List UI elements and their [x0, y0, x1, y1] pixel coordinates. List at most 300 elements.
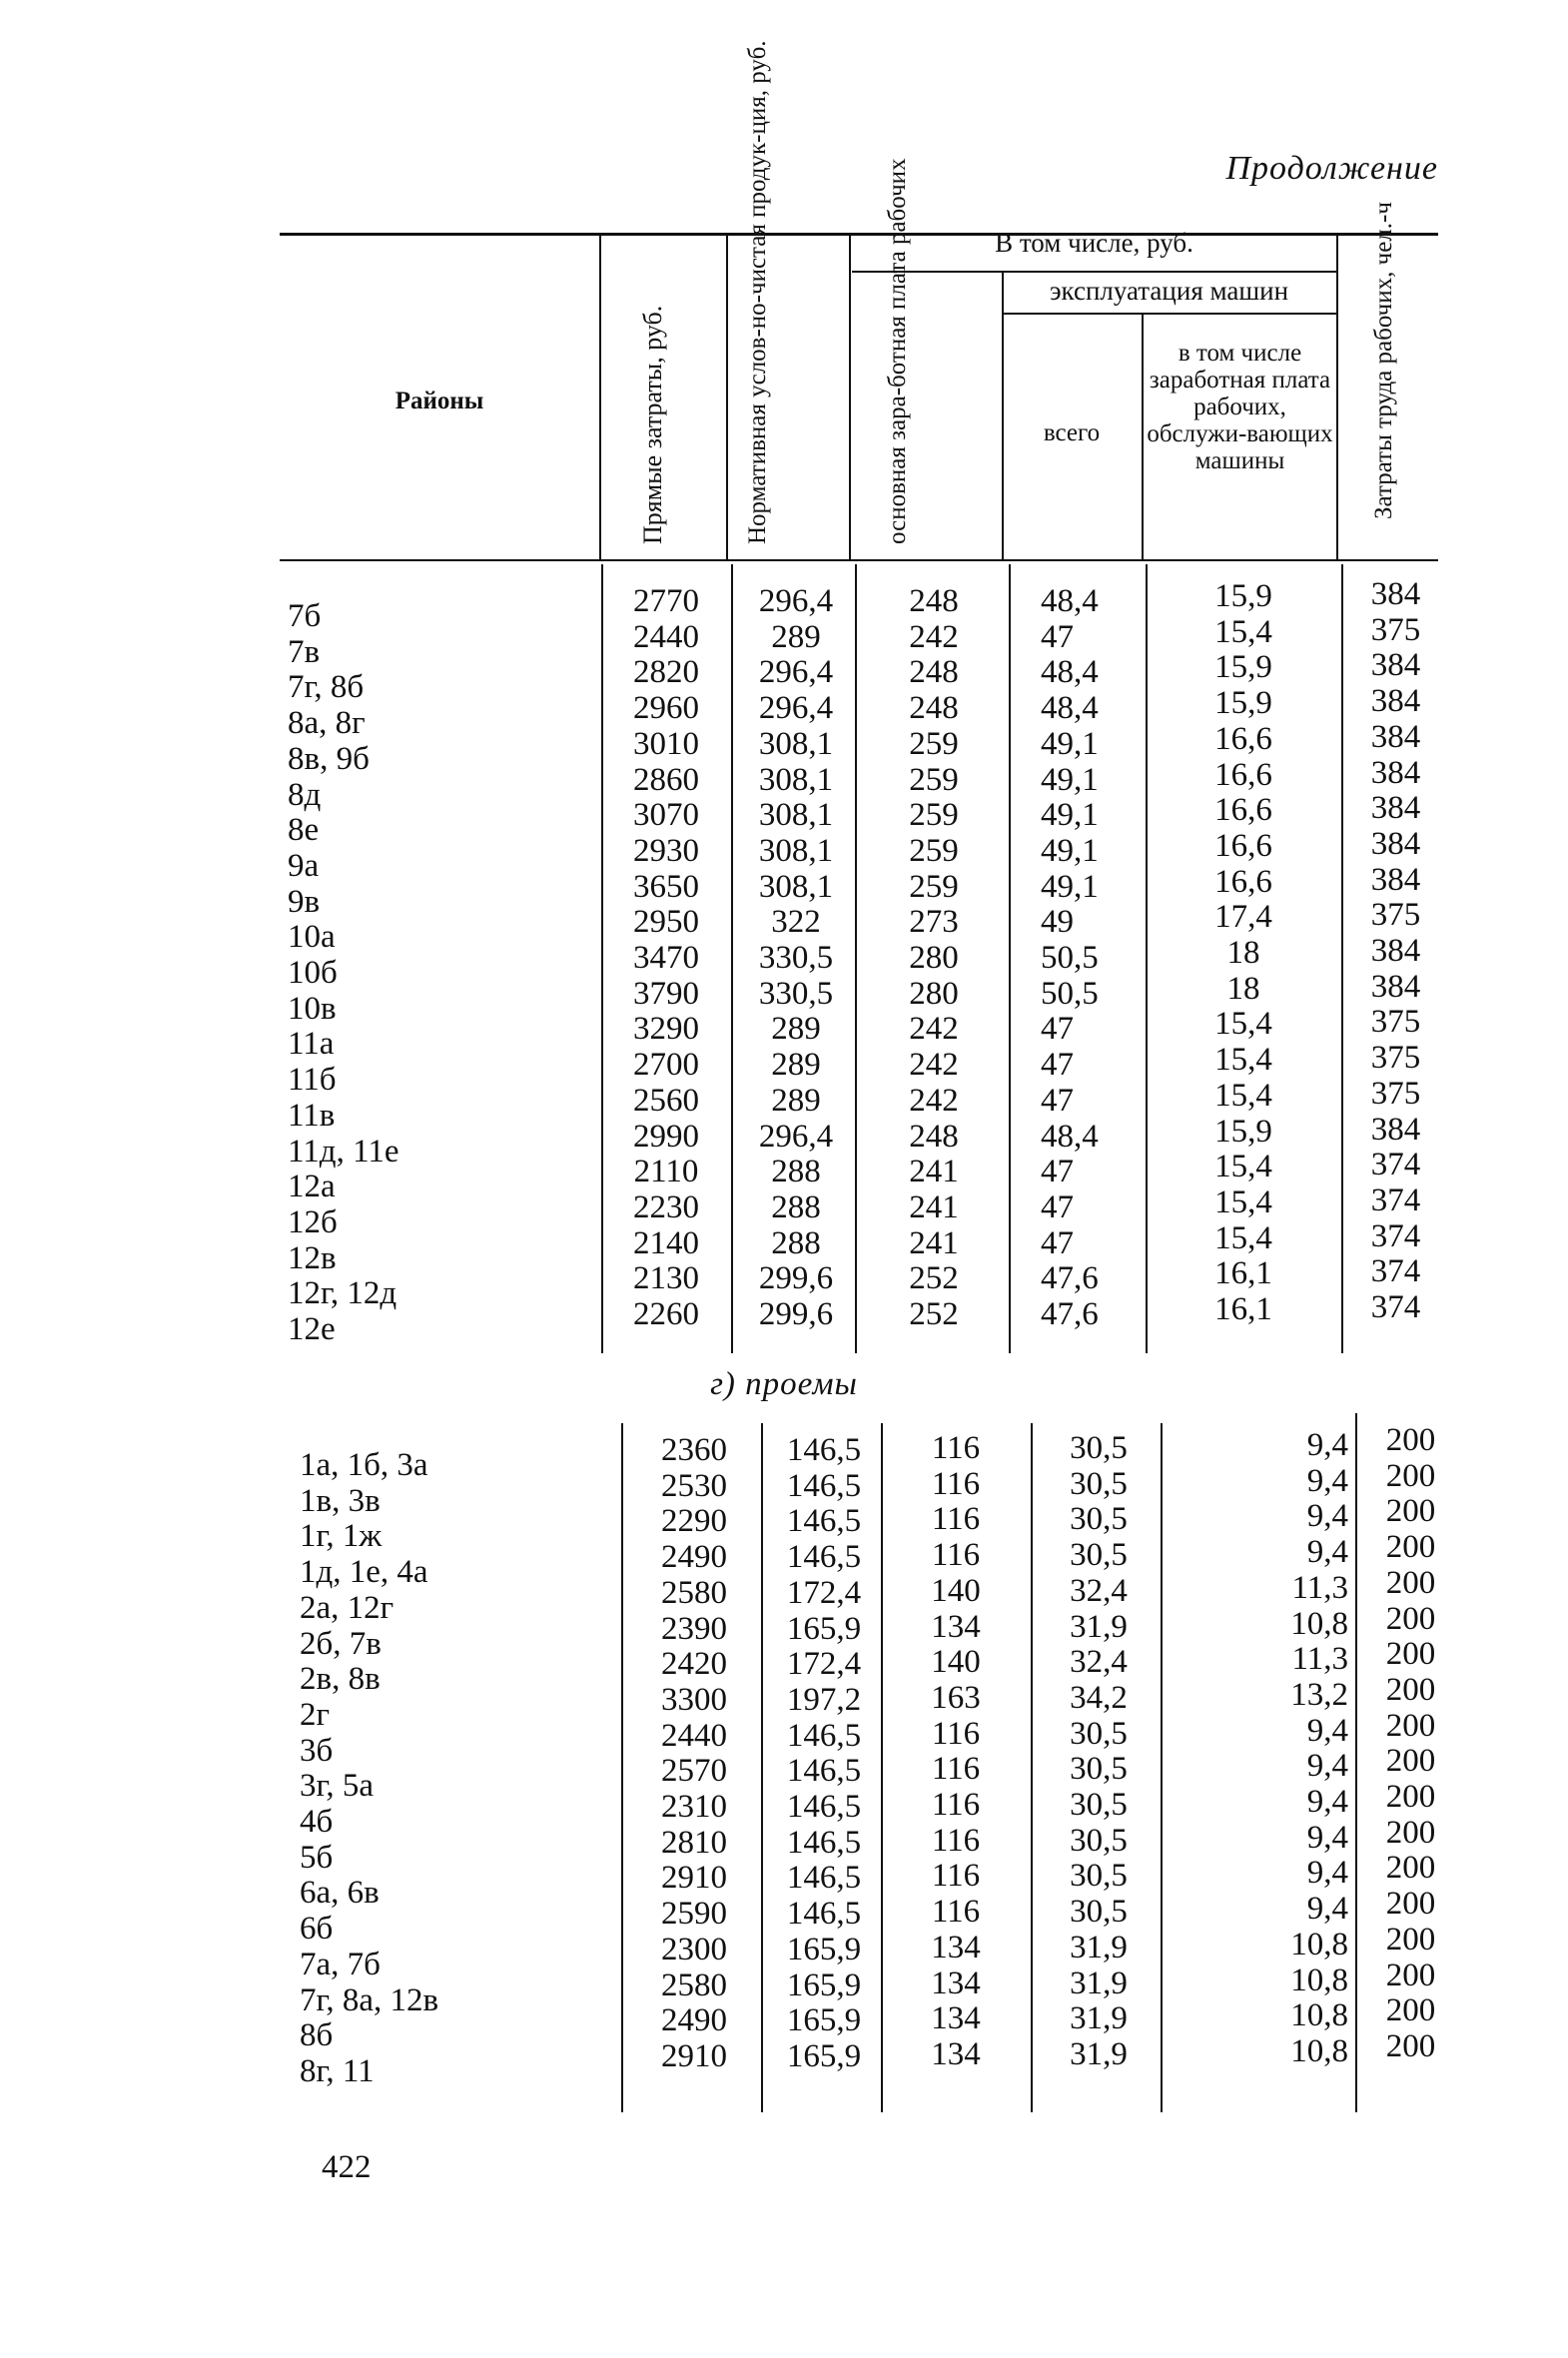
direct-costs-cell: 2300	[661, 1931, 727, 1967]
machine-total-cell: 30,5	[1070, 1858, 1128, 1895]
labor-cell: 384	[1370, 861, 1421, 898]
machine-total-cell: 34,2	[1070, 1679, 1128, 1716]
body-vline	[855, 564, 857, 1353]
base-wage-cell: 134	[931, 1608, 981, 1645]
body-vline	[1031, 1423, 1033, 2112]
normative-cell: 322	[771, 904, 821, 941]
labor-cell: 374	[1370, 1289, 1421, 1326]
normative-cell: 288	[771, 1154, 821, 1190]
labor-cell: 374	[1370, 1253, 1421, 1290]
base-wage-cell: 259	[909, 761, 959, 798]
direct-costs-cell: 3290	[633, 1011, 699, 1048]
base-wage-cell: 134	[931, 2035, 981, 2072]
machine-total-cell: 47,6	[1041, 1260, 1099, 1297]
base-wage-cell: 248	[909, 1118, 959, 1155]
machine-wage-cell: 10,8	[1290, 1926, 1348, 1963]
labor-cell: 200	[1385, 1779, 1436, 1816]
normative-cell: 165,9	[786, 2037, 862, 2074]
rayon-cell: 12б	[288, 1203, 338, 1240]
direct-costs-cell: 2420	[661, 1646, 727, 1683]
normative-cell: 146,5	[786, 1467, 862, 1504]
direct-costs-cell: 2310	[661, 1789, 727, 1826]
machine-wage-cell: 15,4	[1214, 1149, 1272, 1185]
rayon-cell: 7в	[288, 633, 321, 670]
direct-costs-cell: 2700	[633, 1047, 699, 1084]
direct-costs-cell: 3010	[633, 725, 699, 762]
normative-cell: 146,5	[786, 1860, 862, 1897]
base-wage-cell: 242	[909, 1047, 959, 1084]
including-rule	[852, 271, 1336, 273]
machine-total-cell: 31,9	[1070, 1929, 1128, 1965]
base-wage-cell: 273	[909, 904, 959, 941]
labor-cell: 200	[1385, 1457, 1436, 1494]
base-wage-cell: 116	[931, 1751, 981, 1788]
rayon-cell: 11д, 11е	[288, 1133, 399, 1170]
section2-base-wage-column	[891, 1431, 1021, 2073]
labor-cell: 200	[1385, 1529, 1436, 1566]
header-bottom-rule	[280, 559, 1438, 561]
base-wage-cell: 116	[931, 1715, 981, 1752]
normative-cell: 289	[771, 1047, 821, 1084]
machine-wage-cell: 15,9	[1214, 1113, 1272, 1150]
direct-costs-cell: 2580	[661, 1966, 727, 2003]
normative-cell: 146,5	[786, 1789, 862, 1826]
normative-cell: 308,1	[758, 761, 834, 798]
body-vline	[731, 564, 733, 1353]
machine-total-cell: 47	[1041, 1011, 1074, 1048]
direct-costs-cell: 2990	[633, 1118, 699, 1155]
direct-costs-cell: 2230	[633, 1188, 699, 1225]
labor-cell: 200	[1385, 1707, 1436, 1744]
base-wage-cell: 252	[909, 1296, 959, 1333]
machine-total-cell: 30,5	[1070, 1501, 1128, 1538]
labor-cell: 384	[1370, 718, 1421, 755]
base-wage-cell: 241	[909, 1224, 959, 1261]
labor-cell: 200	[1385, 1493, 1436, 1530]
direct-costs-cell: 3470	[633, 940, 699, 977]
machine-wage-cell: 15,9	[1214, 578, 1272, 614]
machine-wage-cell: 10,8	[1290, 1997, 1348, 2034]
labor-cell: 375	[1370, 897, 1421, 934]
base-wage-cell: 241	[909, 1188, 959, 1225]
section2-title: г) проемы	[710, 1366, 858, 1402]
machine-total-cell: 47	[1041, 1047, 1074, 1084]
labor-cell: 384	[1370, 825, 1421, 862]
base-wage-cell: 242	[909, 1011, 959, 1048]
labor-cell: 375	[1370, 1004, 1421, 1041]
header-labor-text: Затраты труда рабочих, чел.-ч	[1370, 202, 1397, 519]
machine-total-cell: 49,1	[1041, 868, 1099, 905]
base-wage-cell: 241	[909, 1154, 959, 1190]
machine-total-cell: 48,4	[1041, 690, 1099, 727]
header-base-wage-text: основная зара-ботная плата рабочих	[884, 158, 911, 544]
direct-costs-cell: 2490	[661, 2002, 727, 2039]
machine-total-cell: 47	[1041, 1188, 1074, 1225]
labor-cell: 384	[1370, 790, 1421, 827]
machine-wage-cell: 11,3	[1291, 1569, 1348, 1606]
rayon-cell: 5б	[300, 1839, 334, 1876]
machine-ops-rule	[1002, 313, 1336, 315]
header-vline	[849, 236, 851, 559]
rayon-cell: 1г, 1ж	[300, 1518, 383, 1555]
rayon-cell: 7г, 8а, 12в	[300, 1981, 439, 2018]
direct-costs-cell: 3070	[633, 797, 699, 834]
machine-total-cell: 30,5	[1070, 1465, 1128, 1502]
rayon-cell: 8д	[288, 776, 322, 813]
base-wage-cell: 259	[909, 868, 959, 905]
machine-wage-cell: 16,1	[1214, 1291, 1272, 1328]
direct-costs-cell: 2360	[661, 1432, 727, 1468]
machine-wage-cell: 16,6	[1214, 863, 1272, 900]
section1-machine-wage-column	[1159, 579, 1328, 1328]
machine-wage-cell: 9,4	[1306, 1712, 1348, 1749]
machine-wage-cell: 15,4	[1214, 1219, 1272, 1256]
normative-cell: 165,9	[786, 1610, 862, 1647]
body-vline	[881, 1423, 883, 2112]
continuation-label: Продолжение	[1225, 150, 1438, 187]
body-vline	[1341, 564, 1343, 1353]
rayon-cell: 10б	[288, 955, 338, 992]
base-wage-cell: 116	[931, 1822, 981, 1859]
labor-cell: 374	[1370, 1217, 1421, 1254]
machine-total-cell: 47	[1041, 1154, 1074, 1190]
machine-wage-cell: 10,8	[1290, 2032, 1348, 2069]
body-vline	[601, 564, 603, 1353]
direct-costs-cell: 2910	[661, 2037, 727, 2074]
normative-cell: 172,4	[786, 1574, 862, 1611]
machine-total-cell: 49	[1041, 904, 1074, 941]
rayon-cell: 7б	[288, 598, 322, 634]
rayon-cell: 11б	[288, 1062, 337, 1099]
header-vline	[726, 236, 728, 559]
rayon-cell: 8е	[288, 812, 320, 849]
page-number: 422	[322, 2149, 372, 2185]
direct-costs-cell: 2950	[633, 904, 699, 941]
header-normative-text: Нормативная услов-но-чистая продук-ция, руб.	[744, 40, 771, 544]
labor-cell: 200	[1385, 1600, 1436, 1637]
normative-cell: 146,5	[786, 1896, 862, 1933]
normative-cell: 146,5	[786, 1717, 862, 1754]
machine-total-cell: 31,9	[1070, 2035, 1128, 2072]
header-vline	[1336, 236, 1338, 559]
section1-machine-total-column	[1017, 584, 1161, 1333]
direct-costs-cell: 2260	[633, 1296, 699, 1333]
normative-cell: 146,5	[786, 1824, 862, 1861]
rayon-cell: 2б, 7в	[300, 1625, 382, 1662]
base-wage-cell: 280	[909, 940, 959, 977]
base-wage-cell: 252	[909, 1260, 959, 1297]
normative-cell: 172,4	[786, 1646, 862, 1683]
machine-total-cell: 49,1	[1041, 832, 1099, 869]
header-total: всего	[1043, 419, 1101, 446]
rayon-cell: 3б	[300, 1732, 334, 1769]
rayon-cell: 12а	[288, 1169, 336, 1205]
section2-machine-total-column	[1039, 1431, 1159, 2073]
normative-cell: 296,4	[758, 583, 834, 619]
base-wage-cell: 116	[931, 1894, 981, 1931]
machine-total-cell: 30,5	[1070, 1894, 1128, 1931]
direct-costs-cell: 2810	[661, 1824, 727, 1861]
machine-wage-cell: 18	[1226, 970, 1260, 1007]
machine-total-cell: 30,5	[1070, 1787, 1128, 1824]
header-normative	[744, 40, 771, 544]
machine-wage-cell: 15,4	[1214, 1183, 1272, 1220]
base-wage-cell: 248	[909, 690, 959, 727]
body-vline	[1009, 564, 1011, 1353]
section2-direct-costs-column	[639, 1433, 749, 2075]
rayon-cell: 3г, 5а	[300, 1768, 374, 1805]
section2-labor-column	[1363, 1423, 1458, 2065]
section1-rayony-column	[288, 599, 399, 1348]
normative-cell: 288	[771, 1224, 821, 1261]
header-base-wage	[884, 158, 911, 544]
rayon-cell: 12в	[288, 1239, 337, 1276]
rayon-cell: 1а, 1б, 3а	[300, 1447, 428, 1483]
direct-costs-cell: 2530	[661, 1467, 727, 1504]
rayon-cell: 7г, 8б	[288, 669, 365, 706]
rayon-cell: 1в, 3в	[300, 1482, 381, 1519]
machine-total-cell: 47,6	[1041, 1296, 1099, 1333]
machine-wage-cell: 15,9	[1214, 649, 1272, 686]
normative-cell: 299,6	[758, 1260, 834, 1297]
normative-cell: 288	[771, 1188, 821, 1225]
rayon-cell: 10в	[288, 990, 337, 1027]
labor-cell: 384	[1370, 683, 1421, 720]
machine-wage-cell: 9,4	[1306, 1498, 1348, 1535]
machine-total-cell: 47	[1041, 618, 1074, 655]
normative-cell: 165,9	[786, 2002, 862, 2039]
machine-total-cell: 30,5	[1070, 1430, 1128, 1466]
direct-costs-cell: 2440	[633, 618, 699, 655]
header-labor	[1370, 202, 1397, 519]
labor-cell: 200	[1385, 1886, 1436, 1923]
normative-cell: 330,5	[758, 975, 834, 1012]
header-vline	[599, 236, 601, 559]
machine-total-cell: 47	[1041, 1082, 1074, 1119]
machine-wage-cell: 16,6	[1214, 827, 1272, 864]
body-vline	[761, 1423, 763, 2112]
labor-cell: 200	[1385, 1992, 1436, 2029]
labor-cell: 200	[1385, 1743, 1436, 1780]
base-wage-cell: 248	[909, 583, 959, 619]
direct-costs-cell: 2130	[633, 1260, 699, 1297]
rayon-cell: 8в, 9б	[288, 740, 370, 777]
base-wage-cell: 116	[931, 1430, 981, 1466]
base-wage-cell: 134	[931, 1965, 981, 2001]
labor-cell: 200	[1385, 1636, 1436, 1673]
base-wage-cell: 116	[931, 1787, 981, 1824]
rayon-cell: 11в	[288, 1097, 336, 1134]
labor-cell: 374	[1370, 1181, 1421, 1218]
normative-cell: 296,4	[758, 654, 834, 691]
header-vline	[1002, 273, 1004, 559]
machine-wage-cell: 15,4	[1214, 613, 1272, 650]
direct-costs-cell: 2440	[661, 1717, 727, 1754]
machine-wage-cell: 9,4	[1306, 1784, 1348, 1821]
normative-cell: 308,1	[758, 797, 834, 834]
direct-costs-cell: 2490	[661, 1539, 727, 1576]
labor-cell: 200	[1385, 2027, 1436, 2064]
normative-cell: 146,5	[786, 1539, 862, 1576]
base-wage-cell: 248	[909, 654, 959, 691]
machine-total-cell: 47	[1041, 1224, 1074, 1261]
direct-costs-cell: 2390	[661, 1610, 727, 1647]
direct-costs-cell: 2960	[633, 690, 699, 727]
labor-cell: 200	[1385, 1564, 1436, 1601]
direct-costs-cell: 2140	[633, 1224, 699, 1261]
machine-total-cell: 30,5	[1070, 1751, 1128, 1788]
rayon-cell: 4б	[300, 1804, 334, 1841]
machine-total-cell: 32,4	[1070, 1572, 1128, 1609]
direct-costs-cell: 2560	[633, 1082, 699, 1119]
machine-total-cell: 48,4	[1041, 654, 1099, 691]
labor-cell: 200	[1385, 1671, 1436, 1708]
base-wage-cell: 242	[909, 1082, 959, 1119]
machine-wage-cell: 16,6	[1214, 756, 1272, 793]
base-wage-cell: 242	[909, 618, 959, 655]
normative-cell: 289	[771, 1011, 821, 1048]
machine-wage-cell: 9,4	[1306, 1534, 1348, 1571]
machine-wage-cell: 10,8	[1290, 1962, 1348, 1998]
direct-costs-cell: 2590	[661, 1896, 727, 1933]
base-wage-cell: 116	[931, 1501, 981, 1538]
normative-cell: 146,5	[786, 1432, 862, 1468]
rayon-cell: 8г, 11	[300, 2052, 375, 2089]
direct-costs-cell: 2770	[633, 583, 699, 619]
base-wage-cell: 259	[909, 725, 959, 762]
machine-wage-cell: 16,6	[1214, 792, 1272, 829]
direct-costs-cell: 3300	[661, 1681, 727, 1718]
labor-cell: 200	[1385, 1422, 1436, 1458]
rayon-cell: 2а, 12г	[300, 1589, 394, 1626]
direct-costs-cell: 2910	[661, 1860, 727, 1897]
rayon-cell: 2г	[300, 1696, 331, 1733]
machine-wage-cell: 15,4	[1214, 1077, 1272, 1114]
normative-cell: 289	[771, 1082, 821, 1119]
direct-costs-cell: 3650	[633, 868, 699, 905]
base-wage-cell: 134	[931, 2000, 981, 2037]
machine-wage-cell: 15,9	[1214, 685, 1272, 722]
rayon-cell: 10а	[288, 919, 336, 956]
normative-cell: 330,5	[758, 940, 834, 977]
machine-total-cell: 30,5	[1070, 1537, 1128, 1574]
normative-cell: 197,2	[786, 1681, 862, 1718]
header-machine-ops: эксплуатация машин	[1049, 276, 1289, 306]
machine-total-cell: 30,5	[1070, 1822, 1128, 1859]
body-vline	[621, 1423, 623, 2112]
header-rayony: Районы	[394, 388, 484, 414]
machine-wage-cell: 17,4	[1214, 899, 1272, 936]
normative-cell: 299,6	[758, 1296, 834, 1333]
labor-cell: 384	[1370, 576, 1421, 612]
base-wage-cell: 140	[931, 1572, 981, 1609]
rayon-cell: 12е	[288, 1311, 336, 1348]
machine-wage-cell: 10,8	[1290, 1605, 1348, 1642]
labor-cell: 384	[1370, 754, 1421, 791]
labor-cell: 200	[1385, 1957, 1436, 1993]
direct-costs-cell: 2580	[661, 1574, 727, 1611]
base-wage-cell: 259	[909, 832, 959, 869]
machine-wage-cell: 16,1	[1214, 1255, 1272, 1292]
rayon-cell: 11а	[288, 1026, 335, 1063]
base-wage-cell: 116	[931, 1537, 981, 1574]
section2-machine-wage-column	[1178, 1428, 1388, 2070]
machine-total-cell: 50,5	[1041, 975, 1099, 1012]
machine-wage-cell: 9,4	[1306, 1819, 1348, 1856]
direct-costs-cell: 2860	[633, 761, 699, 798]
normative-cell: 289	[771, 618, 821, 655]
rayon-cell: 6а, 6в	[300, 1875, 380, 1912]
machine-wage-cell: 13,2	[1290, 1676, 1348, 1713]
labor-cell: 384	[1370, 933, 1421, 970]
rayon-cell: 2в, 8в	[300, 1661, 381, 1698]
direct-costs-cell: 2930	[633, 832, 699, 869]
labor-cell: 375	[1370, 1075, 1421, 1112]
rayon-cell: 8б	[300, 2017, 334, 2054]
section2-normative-column	[767, 1433, 881, 2075]
machine-wage-cell: 15,4	[1214, 1042, 1272, 1079]
direct-costs-cell: 2110	[633, 1154, 699, 1190]
section1-base-wage-column	[869, 584, 999, 1333]
section1-direct-costs-column	[611, 584, 721, 1333]
normative-cell: 146,5	[786, 1753, 862, 1790]
labor-cell: 384	[1370, 647, 1421, 684]
header-direct-costs: Прямые затраты, руб.	[638, 305, 667, 544]
normative-cell: 308,1	[758, 725, 834, 762]
normative-cell: 165,9	[786, 1966, 862, 2003]
rayon-cell: 7а, 7б	[300, 1946, 381, 1982]
labor-cell: 384	[1370, 1111, 1421, 1148]
machine-total-cell: 50,5	[1041, 940, 1099, 977]
labor-cell: 375	[1370, 1040, 1421, 1077]
normative-cell: 308,1	[758, 868, 834, 905]
rayon-cell: 12г, 12д	[288, 1275, 397, 1312]
normative-cell: 146,5	[786, 1503, 862, 1540]
machine-total-cell: 49,1	[1041, 797, 1099, 834]
normative-cell: 296,4	[758, 690, 834, 727]
base-wage-cell: 140	[931, 1644, 981, 1681]
header-incl-wage: в том числе заработная плата рабочих, обслужи-вающих машины	[1147, 340, 1333, 474]
machine-wage-cell: 9,4	[1306, 1427, 1348, 1463]
machine-wage-cell: 18	[1226, 935, 1260, 972]
machine-wage-cell: 16,6	[1214, 720, 1272, 757]
machine-total-cell: 49,1	[1041, 725, 1099, 762]
machine-wage-cell: 9,4	[1306, 1748, 1348, 1785]
machine-wage-cell: 9,4	[1306, 1462, 1348, 1499]
normative-cell: 296,4	[758, 1118, 834, 1155]
base-wage-cell: 163	[931, 1679, 981, 1716]
rayon-cell: 1д, 1е, 4а	[300, 1554, 428, 1591]
machine-total-cell: 30,5	[1070, 1715, 1128, 1752]
machine-total-cell: 48,4	[1041, 583, 1099, 619]
labor-cell: 200	[1385, 1850, 1436, 1887]
base-wage-cell: 134	[931, 1929, 981, 1965]
direct-costs-cell: 2820	[633, 654, 699, 691]
base-wage-cell: 280	[909, 975, 959, 1012]
labor-cell: 374	[1370, 1147, 1421, 1183]
normative-cell: 308,1	[758, 832, 834, 869]
machine-total-cell: 31,9	[1070, 1608, 1128, 1645]
machine-wage-cell: 9,4	[1306, 1855, 1348, 1892]
direct-costs-cell: 2290	[661, 1503, 727, 1540]
base-wage-cell: 116	[931, 1465, 981, 1502]
rayon-cell: 8а, 8г	[288, 705, 366, 742]
machine-wage-cell: 11,3	[1291, 1641, 1348, 1678]
machine-total-cell: 31,9	[1070, 1965, 1128, 2001]
rayon-cell: 6б	[300, 1911, 334, 1948]
section2-rayony-column	[300, 1448, 438, 2090]
machine-wage-cell: 15,4	[1214, 1006, 1272, 1043]
